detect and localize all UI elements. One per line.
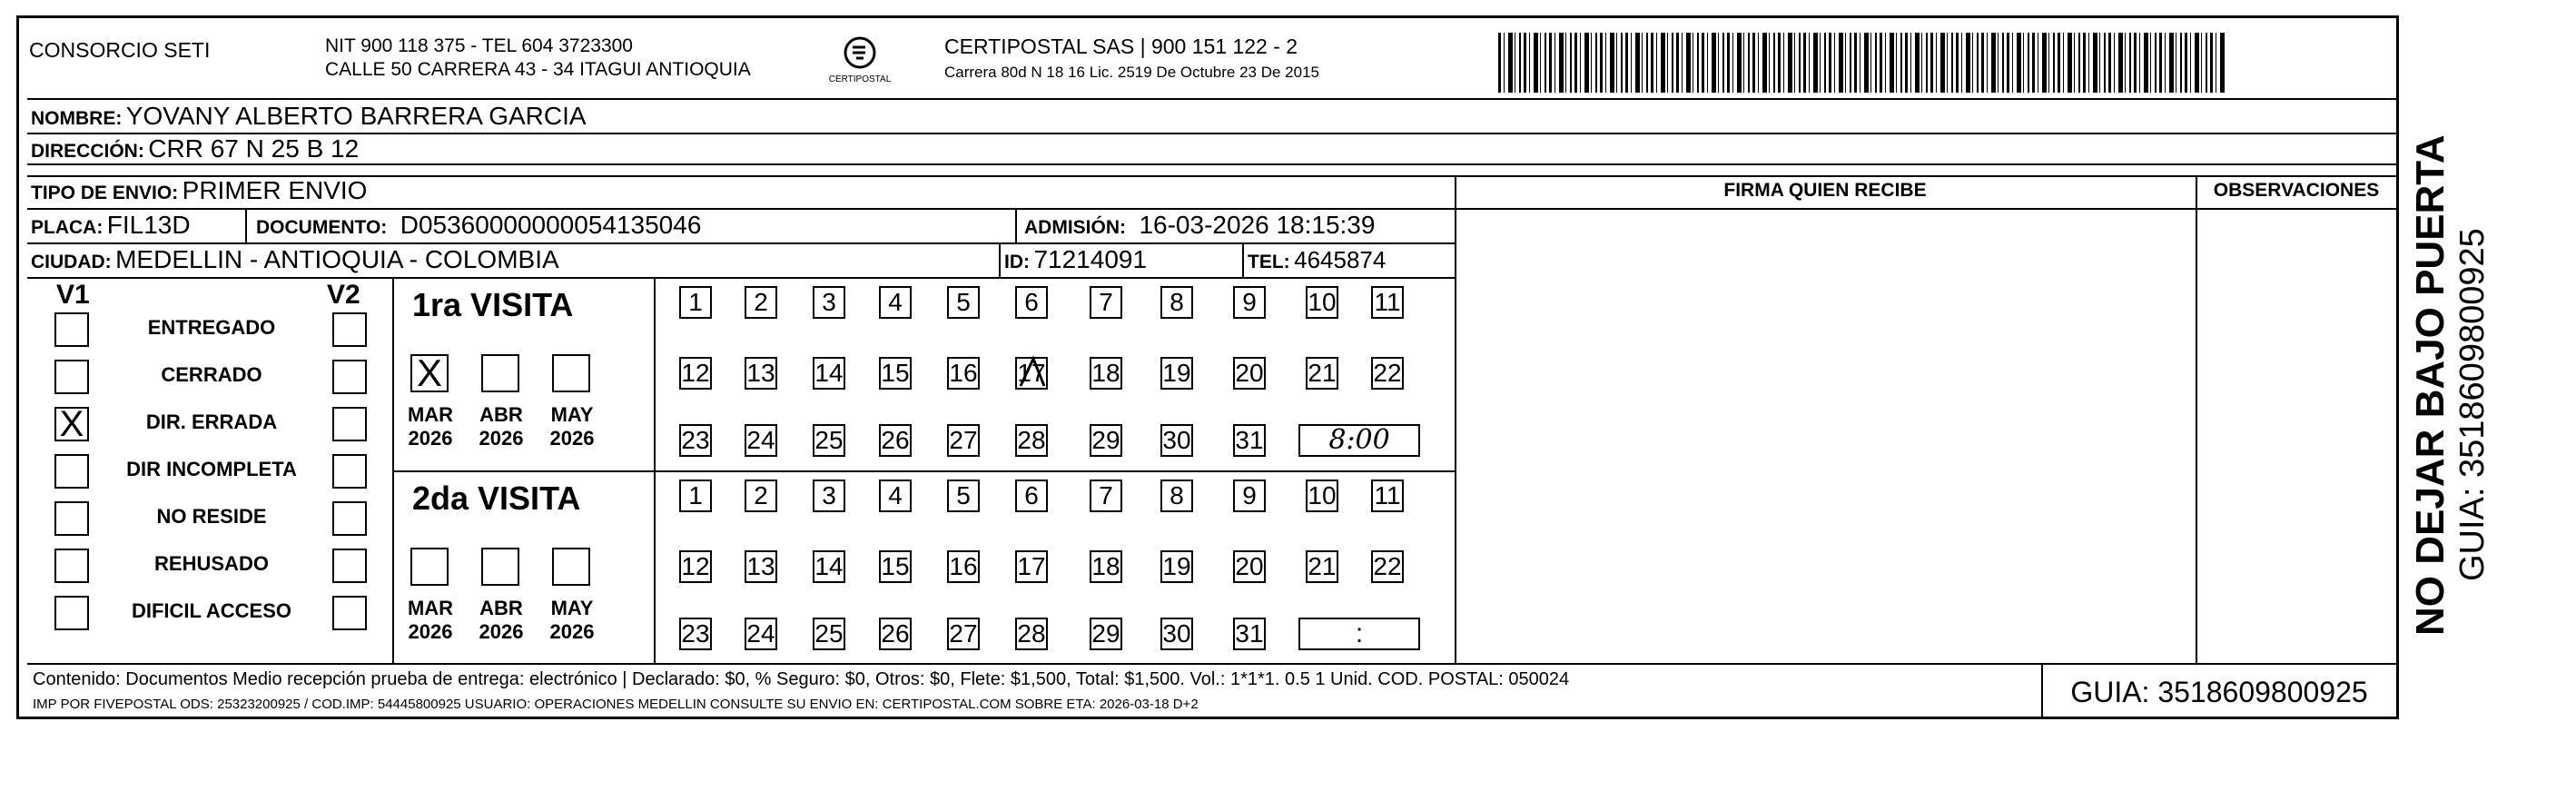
tipo-row [31, 174, 367, 212]
admision-label: ADMISIÓN: [1024, 217, 1126, 238]
day-box[interactable]: 16 [947, 550, 980, 583]
status-label: REHUSADO [154, 552, 269, 575]
day-box[interactable]: 29 [1090, 618, 1122, 650]
month-year: 2026 [549, 620, 595, 643]
footer-guia: GUIA: 3518609800925 [2070, 676, 2368, 708]
v2-label: V2 [327, 280, 360, 310]
day-box[interactable]: 9 [1233, 286, 1266, 319]
day-box[interactable]: 29 [1090, 424, 1122, 457]
day-box[interactable]: 25 [813, 424, 845, 457]
rule [27, 175, 2397, 177]
footer-line1: Contenido: Documentos Medio recepción prueba de entrega: electrónico | Declarado: $0, % Seguro: $0, Otros: $0, Flete: $1,500, Total: $1,500. Vol.: 1*1*1. 0.5 1 Unid. COD. POSTAL: 050024 [33, 669, 1570, 689]
day-box[interactable]: 28 [1015, 618, 1048, 650]
day-box[interactable]: 20 [1233, 550, 1266, 583]
month-checkbox[interactable] [410, 548, 449, 586]
month-year: 2026 [479, 427, 524, 450]
day-box[interactable]: 4 [879, 480, 912, 512]
divider [2397, 15, 2399, 719]
day-box[interactable]: 18 [1090, 357, 1122, 390]
v1-checkbox[interactable] [54, 501, 89, 536]
rule [27, 163, 2397, 165]
nombre-value: YOVANY ALBERTO BARRERA GARCIA [125, 102, 587, 130]
license-line: Carrera 80d N 18 16 Lic. 2519 De Octubre 23 De 2015 [944, 64, 1319, 81]
direccion-value: CRR 67 N 25 B 12 [148, 134, 360, 163]
placa-label: PLACA: [31, 217, 104, 238]
v1-checkbox[interactable] [54, 454, 89, 489]
month-year: 2026 [479, 620, 524, 643]
day-box[interactable]: 31 [1233, 618, 1266, 650]
day-box[interactable]: 14 [813, 357, 845, 390]
day-box[interactable]: 13 [745, 357, 777, 390]
admision-value: 16-03-2026 18:15:39 [1139, 211, 1376, 239]
svg-text:CERTIPOSTAL: CERTIPOSTAL [828, 74, 892, 84]
day-box[interactable]: 26 [879, 424, 912, 457]
v1-checkbox[interactable] [54, 549, 89, 583]
direccion-label: DIRECCIÓN: [31, 141, 144, 162]
day-box[interactable]: 13 [745, 550, 777, 583]
tel-cell [1248, 243, 1386, 281]
day-box[interactable]: 5 [947, 480, 980, 512]
ciudad-cell [31, 243, 559, 281]
admision-cell [1024, 209, 1375, 246]
month-checkbox[interactable] [481, 548, 519, 586]
certipostal-logo [828, 35, 892, 87]
direccion-row [31, 133, 359, 170]
month-name: ABR [479, 597, 523, 619]
id-label: ID: [1004, 252, 1030, 272]
month-name: ABR [479, 403, 523, 426]
divider [1242, 242, 1244, 277]
day-box[interactable]: 19 [1160, 357, 1193, 390]
day-box[interactable]: 28 [1015, 424, 1048, 457]
day-box[interactable]: 24 [745, 424, 777, 457]
day-box[interactable]: 16 [947, 357, 980, 390]
day-box[interactable]: 3 [813, 286, 845, 319]
id-value: 71214091 [1033, 245, 1148, 273]
day-box[interactable]: 20 [1233, 357, 1266, 390]
day-box[interactable]: 9 [1233, 480, 1266, 512]
divider [1455, 175, 1456, 663]
divider [2196, 175, 2197, 663]
tel-value: 4645874 [1294, 246, 1387, 273]
day-box[interactable]: 26 [879, 618, 912, 650]
visit-time-box[interactable]: : [1298, 618, 1420, 650]
placa-cell [31, 209, 191, 246]
ciudad-label: CIUDAD: [31, 252, 112, 272]
documento-label: DOCUMENTO: [256, 217, 388, 238]
month-name: MAR [407, 403, 454, 426]
placa-value: FIL13D [106, 211, 191, 239]
day-box[interactable]: 7 [1090, 286, 1122, 319]
day-box[interactable]: 24 [745, 618, 777, 650]
day-box[interactable]: 10 [1306, 480, 1338, 512]
visit-time-box[interactable]: 8:00 [1298, 424, 1420, 457]
nit-line: NIT 900 118 375 - TEL 604 3723300 [325, 35, 633, 56]
second-visit-title: 2da VISITA [412, 480, 581, 517]
rule [1455, 208, 2397, 210]
day-box[interactable]: 22 [1371, 357, 1404, 390]
v2-checkbox[interactable] [332, 501, 367, 536]
side-guia: GUIA: 3518609800925 [2453, 228, 2492, 581]
day-box[interactable]: 12 [679, 550, 712, 583]
status-label: DIR. ERRADA [145, 410, 278, 433]
certipostal-line: CERTIPOSTAL SAS | 900 151 122 - 2 [944, 35, 1298, 58]
month-year: 2026 [549, 427, 595, 450]
day-box[interactable]: 10 [1306, 286, 1338, 319]
day-box[interactable]: 8 [1160, 286, 1193, 319]
v2-checkbox[interactable] [332, 596, 367, 630]
month-year: 2026 [408, 427, 453, 450]
documento-value: D05360000000054135046 [400, 211, 702, 239]
divider [999, 242, 1001, 277]
v2-checkbox[interactable] [332, 312, 367, 347]
day-box[interactable]: 31 [1233, 424, 1266, 457]
status-label: ENTREGADO [147, 316, 276, 339]
day-box[interactable]: 22 [1371, 550, 1404, 583]
day-box[interactable]: 15 [879, 550, 912, 583]
first-visit-title: 1ra VISITA [412, 286, 574, 323]
day-box[interactable]: 2 [745, 480, 777, 512]
v2-checkbox[interactable] [332, 549, 367, 583]
v1-checkbox[interactable]: X [54, 407, 89, 441]
day-box[interactable]: 27 [947, 618, 980, 650]
v2-checkbox[interactable] [332, 360, 367, 394]
v2-checkbox[interactable] [332, 454, 367, 489]
day-box[interactable]: 19 [1160, 550, 1193, 583]
side-warning: NO DEJAR BAJO PUERTA [2408, 134, 2453, 636]
v1-checkbox[interactable] [54, 312, 89, 347]
status-label: CERRADO [161, 363, 262, 386]
day-box[interactable]: 8 [1160, 480, 1193, 512]
day-box[interactable]: 23 [679, 618, 712, 650]
day-strike-mark [1015, 355, 1051, 391]
month-name: MAY [550, 403, 594, 426]
status-label: DIR INCOMPLETA [126, 458, 297, 480]
company-name: CONSORCIO SETI [29, 38, 211, 62]
tipo-value: PRIMER ENVIO [182, 176, 368, 204]
divider [245, 208, 247, 242]
day-box[interactable]: 3 [813, 480, 845, 512]
month-checkbox[interactable] [552, 354, 590, 392]
status-label: DIFICIL ACCESO [131, 599, 291, 622]
day-box[interactable]: 21 [1306, 357, 1338, 390]
side-text [2408, 134, 2492, 636]
day-box[interactable]: 30 [1160, 618, 1193, 650]
day-box[interactable]: 14 [813, 550, 845, 583]
day-box[interactable]: 4 [879, 286, 912, 319]
day-box[interactable]: 12 [679, 357, 712, 390]
day-box[interactable]: 11 [1371, 480, 1404, 512]
address-line: CALLE 50 CARRERA 43 - 34 ITAGUI ANTIOQUIA [325, 59, 751, 80]
day-box[interactable]: 6 [1015, 480, 1048, 512]
day-box[interactable]: 1 [679, 480, 712, 512]
month-year: 2026 [408, 620, 453, 643]
footer-line2: IMP POR FIVEPOSTAL ODS: 25323200925 / COD.IMP: 54445800925 USUARIO: OPERACIONES MEDELLIN CONSULTE SU ENVIO EN: CERTIPOSTAL.COM SOBRE ETA: 2026-03-18 D+2 [33, 697, 1199, 712]
day-box[interactable]: 2 [745, 286, 777, 319]
v1-checkbox[interactable] [54, 360, 89, 394]
day-box[interactable]: 30 [1160, 424, 1193, 457]
nombre-label: NOMBRE: [31, 108, 123, 129]
day-box[interactable]: 21 [1306, 550, 1338, 583]
rule [392, 470, 1455, 472]
nombre-row [31, 100, 587, 137]
barcode [1498, 33, 2225, 93]
documento-cell [256, 209, 701, 246]
observaciones-header: OBSERVACIONES [2213, 180, 2380, 201]
id-cell [1004, 243, 1147, 281]
month-checkbox[interactable] [481, 354, 519, 392]
month-checkbox[interactable] [552, 548, 590, 586]
v1-checkbox[interactable] [54, 596, 89, 630]
day-box[interactable]: 17 [1015, 357, 1048, 390]
v2-checkbox[interactable] [332, 407, 367, 441]
day-box[interactable]: 5 [947, 286, 980, 319]
day-box[interactable]: 25 [813, 618, 845, 650]
day-box[interactable]: 17 [1015, 550, 1048, 583]
firma-header: FIRMA QUIEN RECIBE [1723, 180, 1927, 201]
day-box[interactable]: 6 [1015, 286, 1048, 319]
month-name: MAY [550, 597, 594, 619]
day-box[interactable]: 27 [947, 424, 980, 457]
month-name: MAR [407, 597, 454, 619]
tipo-label: TIPO DE ENVIO: [31, 183, 179, 203]
tel-label: TEL: [1248, 252, 1290, 272]
day-box[interactable]: 11 [1371, 286, 1404, 319]
status-label: NO RESIDE [156, 505, 267, 528]
day-box[interactable]: 23 [679, 424, 712, 457]
day-box[interactable]: 15 [879, 357, 912, 390]
day-box[interactable]: 7 [1090, 480, 1122, 512]
v1-label: V1 [56, 280, 90, 310]
ciudad-value: MEDELLIN - ANTIOQUIA - COLOMBIA [115, 245, 559, 273]
day-box[interactable]: 1 [679, 286, 712, 319]
day-box[interactable]: 18 [1090, 550, 1122, 583]
month-checkbox[interactable]: X [410, 354, 449, 392]
divider [1015, 208, 1017, 242]
